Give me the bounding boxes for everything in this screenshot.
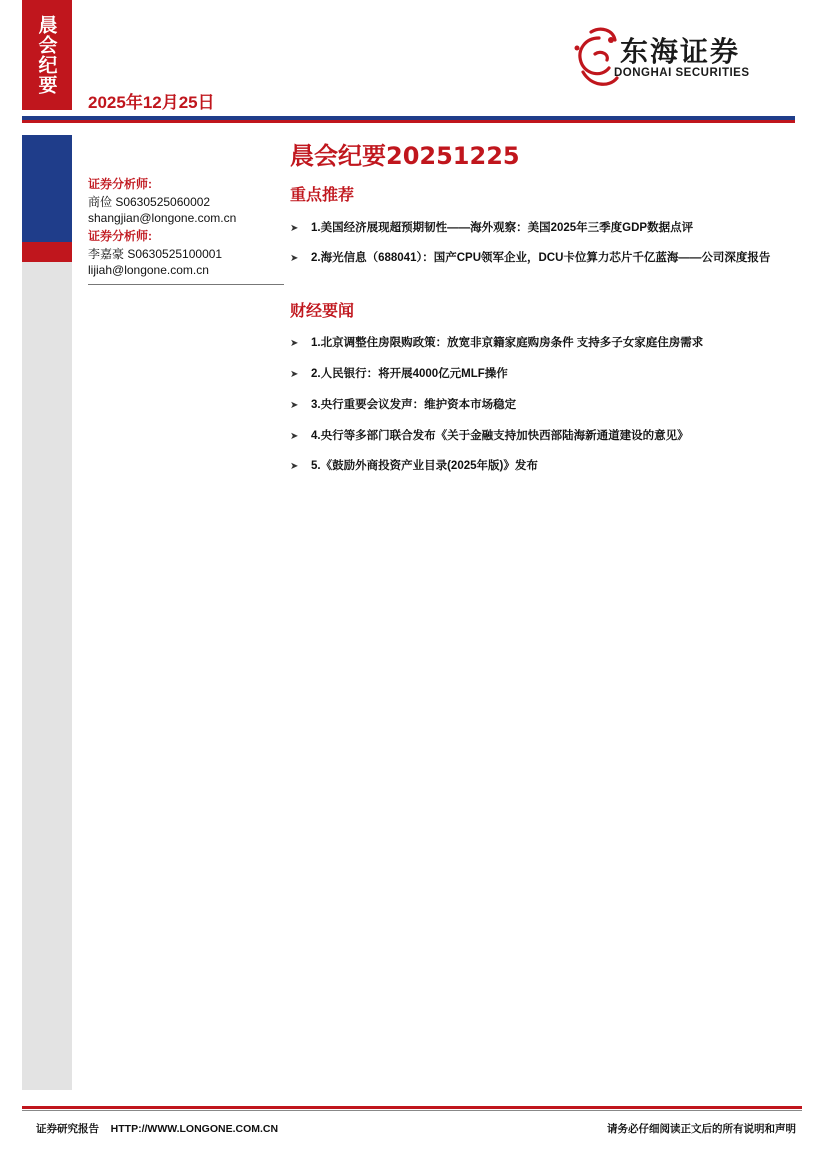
arrow-bullet-icon: ➤ [290,461,299,472]
page-title: 晨会纪要20251225 [290,142,520,170]
list-item-text: 5.《鼓励外商投资产业目录(2025年版)》发布 [311,460,538,472]
list-item[interactable] [290,396,798,415]
section-title-finance-news: 财经要闻 [290,301,355,320]
arrow-bullet-icon: ➤ [290,338,299,349]
list-item[interactable] [290,457,798,476]
analyst-2-name-id: 李嘉豪 S0630525100001 [88,247,223,261]
arrow-bullet-icon: ➤ [290,369,299,380]
footer-rule-grey [22,1110,802,1111]
arrow-bullet-icon: ➤ [290,431,299,442]
section-title-key-picks: 重点推荐 [290,185,355,204]
analyst-divider [88,284,284,285]
side-tab-label: 晨会纪要 [35,15,58,95]
list-item-text: 1.美国经济展现超预期韧性——海外观察：美国2025年三季度GDP数据点评 [311,222,694,234]
side-tab [22,0,72,110]
header-rule-red [22,120,795,123]
arrow-bullet-icon: ➤ [290,253,299,264]
list-item-text: 2.海光信息（688041）：国产CPU领军企业，DCU卡位算力芯片千亿蓝海——公司深度报告 [311,252,771,264]
left-column-grey-band [22,262,72,1090]
analyst-2-title: 证券分析师: [88,229,152,243]
list-item-text: 1.北京调整住房限购政策：放宽非京籍家庭购房条件 支持多子女家庭住房需求 [311,337,704,349]
left-column-blue-block [22,135,72,242]
footer-left-text[interactable]: 证券研究报告 HTTP://WWW.LONGONE.COM.CN [36,1123,279,1135]
list-item-text: 2.人民银行：将开展4000亿元MLF操作 [311,368,508,380]
arrow-bullet-icon: ➤ [290,400,299,411]
analyst-1-name-id: 商俭 S0630525060002 [88,195,211,209]
left-column-red-block [22,242,72,262]
logo-text-en: DONGHAI SECURITIES [614,67,750,79]
list-item[interactable] [290,249,798,268]
analyst-1-email[interactable]: shangjian@longone.com.cn [88,211,237,225]
analyst-2-email[interactable]: lijiah@longone.com.cn [88,263,209,277]
logo-text-cn: 东海证券 [620,35,741,68]
footer-rule-red [22,1106,802,1109]
footer-disclaimer: 请务必仔细阅读正文后的所有说明和声明 [607,1123,796,1135]
list-item-text: 3.央行重要会议发声：维护资本市场稳定 [311,399,517,411]
list-item-text: 4.央行等多部门联合发布《关于金融支持加快西部陆海新通道建设的意见》 [311,430,689,442]
list-item[interactable] [290,365,798,384]
report-date: 2025年12月25日 [88,93,215,112]
list-item[interactable] [290,334,798,353]
analyst-1-title: 证券分析师: [88,177,152,191]
list-item[interactable] [290,219,798,238]
arrow-bullet-icon: ➤ [290,223,299,234]
list-item[interactable] [290,427,798,446]
